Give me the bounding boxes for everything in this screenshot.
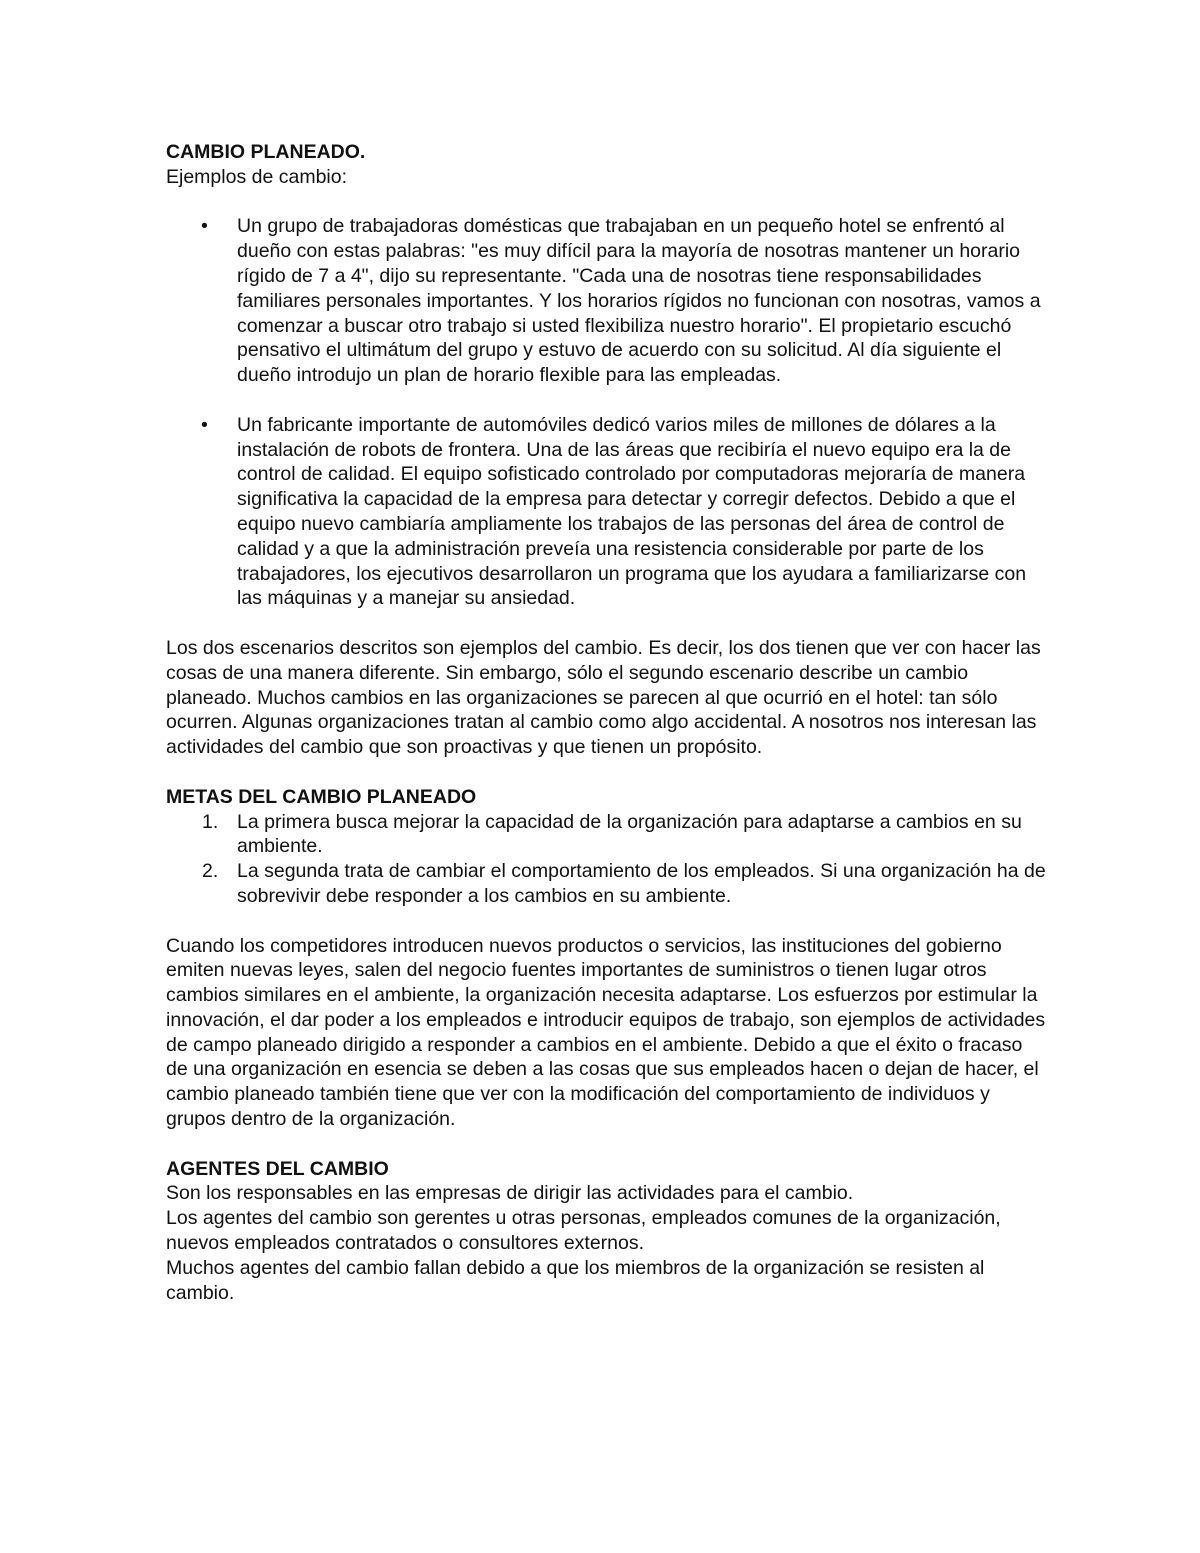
spacer bbox=[166, 760, 1046, 785]
agents-line: Muchos agentes del cambio fallan debido a que los miembros de la organización se resisten al cambio. bbox=[166, 1256, 985, 1304]
bullet-text: Un grupo de trabajadoras domésticas que trabajaban en un pequeño hotel se enfrentó al dueño con estas palabras: "es muy difícil para la mayoría de nosotras mantener un horario rígido de 7 a 4", dijo su representante. "Cada una de nosotras tiene responsabilidades familiares personales importantes. Y los horarios rígidos no funcionan con nosotras, vamos a comenzar a buscar otro trabajo si usted flexibiliza nuestro horario". El propietario escuchó pensativo el ultimátum del grupo y estuvo de acuerdo con su solicitud. Al día siguiente el dueño introdujo un plan de horario flexible para las empleadas. bbox=[237, 215, 1041, 387]
spacer bbox=[166, 611, 1046, 636]
goals-numbered-list bbox=[166, 810, 1046, 909]
scenarios-paragraph: Los dos escenarios descritos son ejemplos del cambio. Es decir, los dos tienen que ver con hacer las cosas de una manera diferente. Sin embargo, sólo el segundo escenario describe un cambio planeado. Muchos cambios en las organizaciones se parecen al que ocurrió en el hotel: tan sólo ocurren. Algunas organizaciones tratan al cambio como algo accidental. A nosotros nos interesan las actividades del cambio que son proactivas y que tienen un propósito. bbox=[166, 636, 1041, 759]
examples-label: Ejemplos de cambio: bbox=[166, 165, 348, 188]
spacer bbox=[166, 909, 1046, 934]
examples-bullet-list bbox=[166, 214, 1046, 611]
item-number: 1. bbox=[202, 810, 219, 833]
competitors-paragraph: Cuando los competidores introducen nuevos productos o servicios, las instituciones del gobierno emiten nuevas leyes, salen del negocio fuentes importantes de suministros o tienen lugar otros cambios similares en el ambiente, la organización necesita adaptarse. Los esfuerzos por estimular la innovación, el dar poder a los empleados e introducir equipos de trabajo, son ejemplos de actividades de campo planeado dirigido a responder a cambios en el ambiente. Debido a que el éxito o fracaso de una organización en esencia se deben a las cosas que sus empleados hacen o dejan de hacer, el cambio planeado también tiene que ver con la modificación del comportamiento de individuos y grupos dentro de la organización. bbox=[166, 934, 1046, 1131]
agents-line: Los agentes del cambio son gerentes u otras personas, empleados comunes de la organización, nuevos empleados contratados o consultores externos. bbox=[166, 1207, 1001, 1255]
item-number: 2. bbox=[202, 860, 219, 883]
bullet-icon: • bbox=[201, 413, 208, 436]
agents-line: Son los responsables en las empresas de dirigir las actividades para el cambio. bbox=[166, 1182, 854, 1205]
bullet-item bbox=[166, 413, 1046, 611]
item-text: La primera busca mejorar la capacidad de la organización para adaptarse a cambios en su ambiente. bbox=[237, 810, 1022, 858]
section-heading-agentes: AGENTES DEL CAMBIO bbox=[166, 1157, 389, 1180]
numbered-item bbox=[166, 859, 1046, 909]
bullet-text: Un fabricante importante de automóviles dedicó varios miles de millones de dólares a la instalación de robots de frontera. Una de las áreas que recibiría el nuevo equipo era la de control de calidad. El equipo sofisticado controlado por computadoras mejoraría de manera significativa la capacidad de la empresa para detectar y corregir defectos. Debido a que el equipo nuevo cambiaría ampliamente los trabajos de las personas del área de control de calidad y a que la administración preveía una resistencia considerable por parte de los trabajadores, los ejecutivos desarrollaron un programa que los ayudara a familiarizarse con las máquinas y a manejar su ansiedad. bbox=[237, 413, 1027, 610]
spacer bbox=[166, 388, 1046, 413]
numbered-item bbox=[166, 810, 1046, 860]
section-heading-metas: METAS DEL CAMBIO PLANEADO bbox=[166, 785, 477, 808]
item-text: La segunda trata de cambiar el comportamiento de los empleados. Si una organización ha de sobrevivir debe responder a los cambios en su ambiente. bbox=[237, 860, 1046, 907]
section-heading-cambio-planeado: CAMBIO PLANEADO. bbox=[166, 141, 366, 163]
document-page bbox=[166, 140, 1046, 1305]
bullet-icon: • bbox=[201, 215, 208, 238]
bullet-item bbox=[166, 214, 1046, 388]
spacer bbox=[166, 190, 1046, 215]
spacer bbox=[166, 1132, 1046, 1157]
